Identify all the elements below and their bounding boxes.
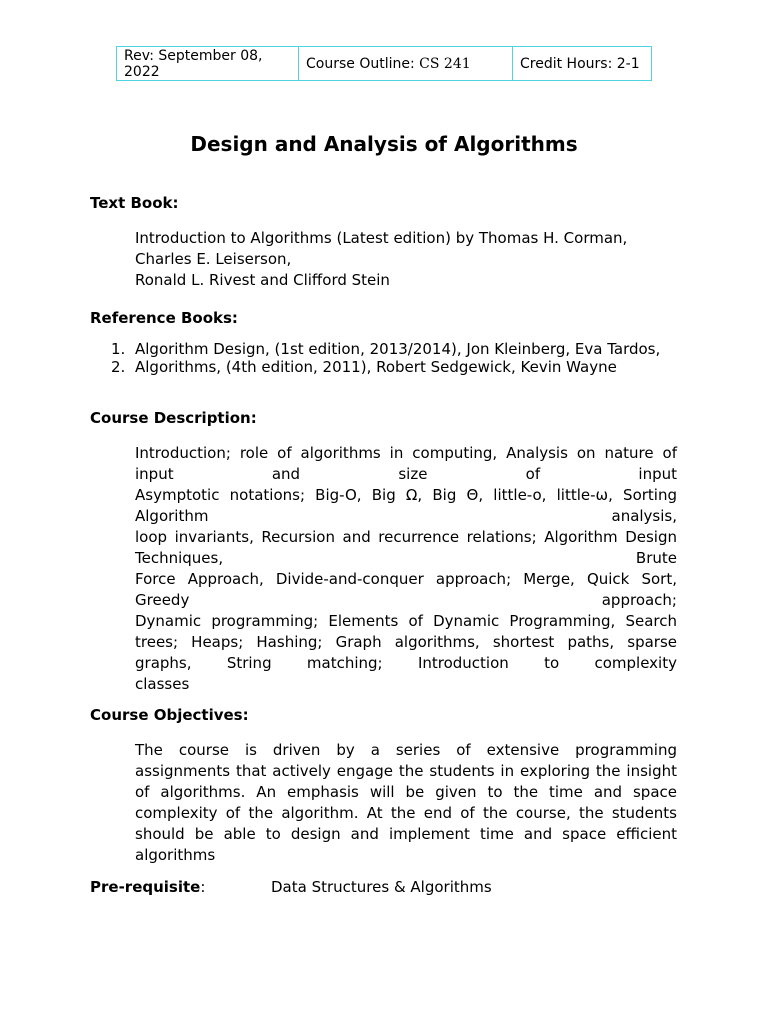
objectives-line: of algorithms. An emphasis will be given to the time and space bbox=[135, 783, 677, 801]
list-text: Algorithm Design, (1st edition, 2013/2014), Jon Kleinberg, Eva Tardos, bbox=[135, 340, 661, 358]
text-book-heading: Text Book: bbox=[90, 194, 179, 212]
list-text: Algorithms, (4th edition, 2011), Robert Sedgewick, Kevin Wayne bbox=[135, 358, 617, 376]
text-book-line: Ronald L. Rivest and Clifford Stein bbox=[135, 271, 390, 289]
description-line: Force Approach, Divide-and-conquer approach; Merge, Quick Sort, bbox=[135, 570, 677, 588]
course-objectives-heading: Course Objectives: bbox=[90, 706, 249, 724]
course-outline-cell bbox=[299, 47, 513, 80]
description-line: Techniques, Brute bbox=[135, 549, 677, 567]
objectives-line: assignments that actively engage the students in exploring the insight bbox=[135, 762, 677, 780]
description-line: Asymptotic notations; Big-O, Big Ω, Big Θ, little-o, little-ω, Sorting bbox=[135, 486, 677, 504]
course-code: CS 241 bbox=[419, 55, 471, 72]
list-item bbox=[111, 358, 660, 376]
credit-hours-cell: Credit Hours: 2-1 bbox=[520, 55, 640, 72]
reference-books-heading: Reference Books: bbox=[90, 309, 238, 327]
description-line: graphs, String matching; Introduction to complexity bbox=[135, 654, 677, 672]
description-line: Introduction; role of algorithms in computing, Analysis on nature of bbox=[135, 444, 677, 462]
list-number: 1. bbox=[111, 340, 126, 358]
text-book-body bbox=[135, 228, 627, 291]
text-book-line: Charles E. Leiserson, bbox=[135, 250, 292, 268]
text-book-line: Introduction to Algorithms (Latest edition) by Thomas H. Corman, bbox=[135, 229, 628, 247]
description-line: Dynamic programming; Elements of Dynamic Programming, Search bbox=[135, 612, 677, 630]
description-line: Greedy approach; bbox=[135, 591, 677, 609]
prerequisite-label: Pre-requisite bbox=[90, 878, 201, 896]
description-line: input and size of input bbox=[135, 465, 677, 483]
course-objectives-body bbox=[135, 740, 677, 866]
prerequisite-row bbox=[90, 878, 492, 896]
objectives-line: complexity of the algorithm. At the end of the course, the students bbox=[135, 804, 677, 822]
list-item bbox=[111, 340, 661, 358]
description-line: Algorithm analysis, bbox=[135, 507, 677, 525]
header-table bbox=[116, 46, 652, 81]
description-line: classes bbox=[135, 675, 190, 693]
page-title: Design and Analysis of Algorithms bbox=[190, 132, 578, 156]
objectives-line: algorithms bbox=[135, 846, 216, 864]
revision-cell: Rev: September 08, 2022 bbox=[117, 47, 299, 80]
course-description-heading: Course Description: bbox=[90, 409, 257, 427]
description-line: loop invariants, Recursion and recurrence relations; Algorithm Design bbox=[135, 528, 677, 546]
prerequisite-colon: : bbox=[200, 878, 206, 896]
list-number: 2. bbox=[111, 358, 126, 376]
description-line: trees; Heaps; Hashing; Graph algorithms, shortest paths, sparse bbox=[135, 633, 677, 651]
objectives-line: The course is driven by a series of extensive programming bbox=[135, 741, 677, 759]
prerequisite-value: Data Structures & Algorithms bbox=[271, 878, 492, 896]
reference-books-list bbox=[111, 340, 661, 376]
course-outline-label: Course Outline: bbox=[306, 55, 420, 72]
course-description-body bbox=[135, 443, 677, 695]
objectives-line: should be able to design and implement time and space efficient bbox=[135, 825, 677, 843]
